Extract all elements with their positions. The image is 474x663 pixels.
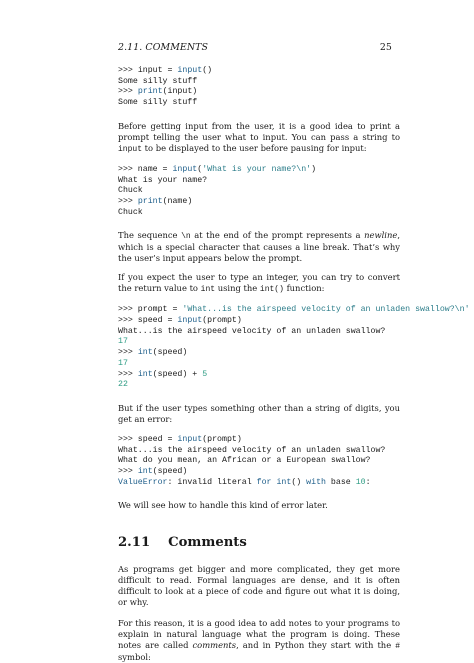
paragraph-programs-bigger: As programs get bigger and more complicated, they get more difficult to read. Formal languages are dense, and it is often difficult to look at a piece of code and figure out what it is doing, or why. xyxy=(118,564,400,608)
paragraph-int-conversion: If you expect the user to type an integer, you can try to convert the return value to int using the int() function: xyxy=(118,272,400,295)
page-number: 25 xyxy=(379,42,392,53)
paragraph-newline: The sequence \n at the end of the prompt represents a newline, which is a special character that causes a line break. That’s why the user’s input appears below the prompt. xyxy=(118,230,400,264)
code-block-name: >>> name = input('What is your name?\n') What is your name? Chuck >>> print(name) Chuck xyxy=(118,164,317,217)
paragraph-prompt-intro: Before getting input from the user, it is a good idea to print a prompt telling the user what to input. You can pass a string to input to be displayed to the user before pausing for input: xyxy=(118,120,400,154)
code-block-input: >>> input = input() Some silly stuff >>> print(input) Some silly stuff xyxy=(118,66,213,108)
section-number: 2.11 xyxy=(118,535,151,551)
paragraph-error-intro: But if the user types something other than a string of digits, you get an error: xyxy=(118,402,400,424)
paragraph-comments-intro: For this reason, it is a good idea to add notes to your programs to explain in natural language what the program is doing. These notes are called comments, and in Python they start with the # symbol: xyxy=(118,618,401,663)
section-heading xyxy=(118,535,400,550)
section-title: Comments xyxy=(168,535,247,551)
running-header xyxy=(118,42,392,53)
code-block-speed: >>> prompt = 'What...is the airspeed velocity of an unladen swallow?\n' >>> speed = input(prompt) What...is the airspeed velocity of an unladen swallow? 17 >>> int(speed) 17 >>> int(speed) + 5 22 xyxy=(118,305,470,390)
paragraph-handle-later: We will see how to handle this kind of error later. xyxy=(118,500,328,511)
running-title: 2.11. COMMENTS xyxy=(118,42,209,53)
code-block-error: >>> speed = input(prompt) What...is the airspeed velocity of an unladen swallow? What do you mean, an African or a European swallow? >>> int(speed) ValueError: invalid literal for int() with base 10: xyxy=(118,434,386,487)
page-content xyxy=(118,66,470,663)
